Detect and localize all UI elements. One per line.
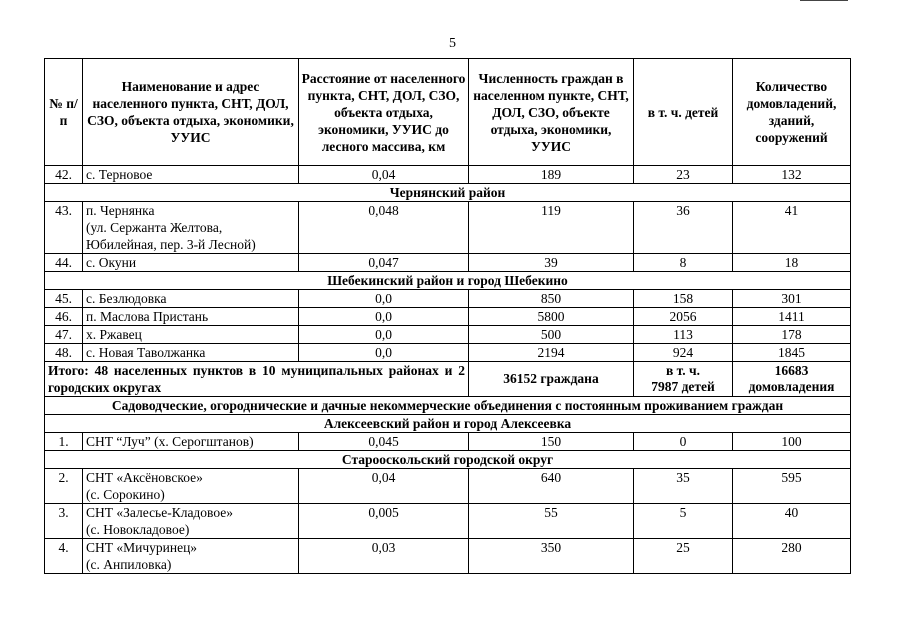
row-households: 100 [733,433,851,451]
row-distance: 0,04 [299,469,469,504]
total-row [45,362,851,397]
row-population: 2194 [469,344,634,362]
row-population: 850 [469,290,634,308]
row-distance: 0,03 [299,539,469,574]
row-name: п. Маслова Пристань [83,308,299,326]
row-households: 18 [733,254,851,272]
page-number: 5 [449,36,456,51]
row-number: 43. [45,202,83,254]
total-households-line: 16683 [774,363,809,378]
row-children: 924 [634,344,733,362]
row-households: 595 [733,469,851,504]
total-population: 36152 граждана [469,362,634,397]
row-households: 178 [733,326,851,344]
table-row [45,539,851,574]
row-children: 23 [634,166,733,184]
table-row [45,308,851,326]
scan-edge-mark [800,0,848,1]
row-number: 48. [45,344,83,362]
row-children: 2056 [634,308,733,326]
section-title: Старооскольский городской округ [45,451,851,469]
row-population: 119 [469,202,634,254]
row-name: х. Ржавец [83,326,299,344]
row-name-line: (с. Новокладовое) [86,522,190,537]
row-distance: 0,0 [299,344,469,362]
header-population: Численность граждан в населенном пункте, СНТ, ДОЛ, СЗО, объекте отдыха, экономики, УУИС [469,59,634,166]
row-population: 55 [469,504,634,539]
table-row [45,202,851,254]
row-name: СНТ “Луч” (х. Серогштанов) [83,433,299,451]
settlements-table [44,58,851,574]
row-population: 150 [469,433,634,451]
row-name-line: Юбилейная, пер. 3-й Лесной) [86,237,256,252]
row-households: 1411 [733,308,851,326]
row-number: 3. [45,504,83,539]
section-title: Чернянский район [45,184,851,202]
row-name-line: (с. Сорокино) [86,487,165,502]
row-name: с. Безлюдовка [83,290,299,308]
total-label: Итого: 48 населенных пунктов в 10 муниципальных районах и 2 городских округах [45,362,469,397]
table-row [45,504,851,539]
row-name [83,504,299,539]
row-children: 8 [634,254,733,272]
header-children: в т. ч. детей [634,59,733,166]
section-row [45,451,851,469]
header-distance: Расстояние от населенного пункта, СНТ, ДОЛ, СЗО, объекта отдыха, экономики, УУИС до лесного массива, км [299,59,469,166]
row-households: 1845 [733,344,851,362]
row-population: 5800 [469,308,634,326]
row-number: 4. [45,539,83,574]
total-households [733,362,851,397]
section-row [45,415,851,433]
table-header-row [45,59,851,166]
header-number: № п/п [45,59,83,166]
table-row [45,254,851,272]
row-name [83,469,299,504]
row-distance: 0,045 [299,433,469,451]
row-distance: 0,005 [299,504,469,539]
row-number: 45. [45,290,83,308]
table-row [45,166,851,184]
row-households: 280 [733,539,851,574]
row-households: 41 [733,202,851,254]
total-children-line: в т. ч. [665,363,701,378]
table-row [45,290,851,308]
row-name-line: СНТ «Аксёновское» [86,470,203,485]
section-row [45,184,851,202]
table-row [45,433,851,451]
row-population: 189 [469,166,634,184]
row-distance: 0,0 [299,290,469,308]
row-population: 39 [469,254,634,272]
row-children: 113 [634,326,733,344]
row-children: 36 [634,202,733,254]
row-name-line: (ул. Сержанта Желтова, [86,220,223,235]
row-population: 350 [469,539,634,574]
section-row [45,272,851,290]
table-row [45,469,851,504]
row-number: 1. [45,433,83,451]
total-children-line: 7987 детей [651,379,715,394]
row-distance: 0,0 [299,326,469,344]
row-name-line: (с. Анпиловка) [86,557,172,572]
row-name-line: СНТ «Мичуринец» [86,540,198,555]
row-children: 35 [634,469,733,504]
section-title: Шебекинский район и город Шебекино [45,272,851,290]
row-name: с. Новая Таволжанка [83,344,299,362]
table-row [45,326,851,344]
row-name-line: п. Чернянка [86,203,155,218]
row-population: 640 [469,469,634,504]
row-distance: 0,0 [299,308,469,326]
row-households: 301 [733,290,851,308]
total-households-line: домовладения [748,379,835,394]
row-distance: 0,048 [299,202,469,254]
row-children: 25 [634,539,733,574]
section-title: Алексеевский район и город Алексеевка [45,415,851,433]
row-children: 158 [634,290,733,308]
header-households: Количество домовладений, зданий, сооружений [733,59,851,166]
row-number: 42. [45,166,83,184]
row-households: 132 [733,166,851,184]
row-distance: 0,04 [299,166,469,184]
total-children [634,362,733,397]
header-name: Наименование и адрес населенного пункта, СНТ, ДОЛ, СЗО, объекта отдыха, экономики, УУИС [83,59,299,166]
row-households: 40 [733,504,851,539]
row-name-line: СНТ «Залесье-Кладовое» [86,505,233,520]
row-number: 47. [45,326,83,344]
row-population: 500 [469,326,634,344]
section-title: Садоводческие, огороднические и дачные некоммерческие объединения с постоянным проживанием граждан [45,397,851,415]
row-name: с. Окуни [83,254,299,272]
row-distance: 0,047 [299,254,469,272]
row-number: 2. [45,469,83,504]
section-row [45,397,851,415]
row-number: 46. [45,308,83,326]
row-children: 0 [634,433,733,451]
table-row [45,344,851,362]
row-number: 44. [45,254,83,272]
row-children: 5 [634,504,733,539]
row-name [83,202,299,254]
row-name [83,539,299,574]
row-name: с. Терновое [83,166,299,184]
